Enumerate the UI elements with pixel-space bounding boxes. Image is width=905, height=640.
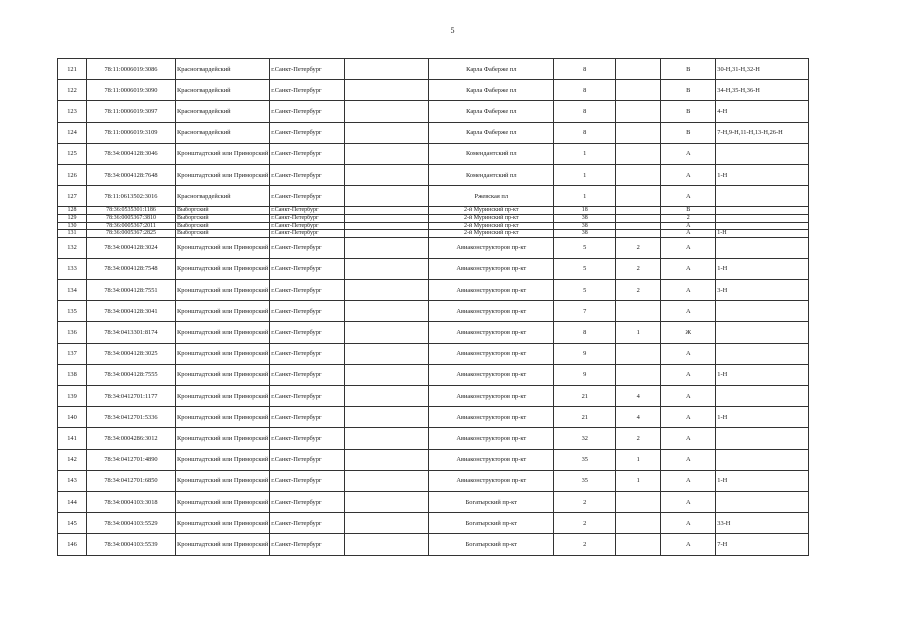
row-number-cell: 126 [58, 164, 87, 185]
empty-cell [345, 280, 429, 301]
row-number-cell: 142 [58, 449, 87, 470]
district-cell: Кронштадтский или Приморский [176, 143, 270, 164]
cadastral-number-cell: 78:11:0006019:3097 [87, 101, 176, 122]
litera-cell: А [661, 449, 716, 470]
row-number-cell: 140 [58, 407, 87, 428]
litera-cell: А [661, 343, 716, 364]
table-row [58, 230, 809, 238]
city-cell: г.Санкт-Петербург [270, 59, 345, 80]
table-row [58, 280, 809, 301]
building-number-cell: 21 [554, 386, 616, 407]
table-row [58, 122, 809, 143]
district-cell: Кронштадтский или Приморский [176, 513, 270, 534]
litera-cell: 2 [661, 214, 716, 222]
building-number-cell: 5 [554, 258, 616, 279]
city-cell: г.Санкт-Петербург [270, 101, 345, 122]
premises-cell: 7-Н [716, 534, 809, 555]
city-cell: г.Санкт-Петербург [270, 407, 345, 428]
cadastral-number-cell: 78:34:0004128:7548 [87, 258, 176, 279]
premises-cell [716, 214, 809, 222]
district-cell: Кронштадтский или Приморский [176, 386, 270, 407]
row-number-cell: 123 [58, 101, 87, 122]
premises-cell: 1-Н [716, 230, 809, 238]
cadastral-number-cell: 78:36:0535301:1186 [87, 207, 176, 215]
table-row [58, 143, 809, 164]
city-cell: г.Санкт-Петербург [270, 301, 345, 322]
korpus-cell: 1 [616, 322, 661, 343]
building-number-cell: 8 [554, 59, 616, 80]
litera-cell: А [661, 364, 716, 385]
row-number-cell: 128 [58, 207, 87, 215]
street-cell: Комендантский пл [429, 164, 554, 185]
empty-cell [345, 386, 429, 407]
street-cell: Авиаконструкторов пр-кт [429, 258, 554, 279]
table-row [58, 301, 809, 322]
empty-cell [345, 491, 429, 512]
cadastral-number-cell: 78:11:0613502:3016 [87, 186, 176, 207]
empty-cell [345, 186, 429, 207]
cadastral-number-cell: 78:11:0006019:3109 [87, 122, 176, 143]
row-number-cell: 122 [58, 80, 87, 101]
premises-cell: 1-Н [716, 470, 809, 491]
korpus-cell: 2 [616, 258, 661, 279]
property-table [57, 58, 809, 556]
premises-cell [716, 449, 809, 470]
korpus-cell [616, 164, 661, 185]
table-row [58, 207, 809, 215]
korpus-cell: 2 [616, 237, 661, 258]
row-number-cell: 133 [58, 258, 87, 279]
premises-cell [716, 301, 809, 322]
table-row [58, 428, 809, 449]
building-number-cell: 1 [554, 186, 616, 207]
building-number-cell: 2 [554, 513, 616, 534]
korpus-cell [616, 230, 661, 238]
street-cell: Авиаконструкторов пр-кт [429, 407, 554, 428]
premises-cell: 3-Н [716, 280, 809, 301]
row-number-cell: 131 [58, 230, 87, 238]
city-cell: г.Санкт-Петербург [270, 230, 345, 238]
city-cell: г.Санкт-Петербург [270, 164, 345, 185]
premises-cell: 1-Н [716, 258, 809, 279]
building-number-cell: 38 [554, 230, 616, 238]
premises-cell [716, 143, 809, 164]
street-cell: Карла Фаберже пл [429, 122, 554, 143]
district-cell: Красногвардейский [176, 80, 270, 101]
building-number-cell: 8 [554, 80, 616, 101]
street-cell: Авиаконструкторов пр-кт [429, 386, 554, 407]
empty-cell [345, 428, 429, 449]
district-cell: Выборгский [176, 207, 270, 215]
cadastral-number-cell: 78:34:0412701:5336 [87, 407, 176, 428]
litera-cell: А [661, 230, 716, 238]
empty-cell [345, 237, 429, 258]
empty-cell [345, 343, 429, 364]
litera-cell: А [661, 513, 716, 534]
cadastral-number-cell: 78:34:0004128:7648 [87, 164, 176, 185]
litera-cell: А [661, 386, 716, 407]
cadastral-number-cell: 78:34:0413301:8174 [87, 322, 176, 343]
cadastral-number-cell: 78:34:0004286:3012 [87, 428, 176, 449]
building-number-cell: 38 [554, 214, 616, 222]
cadastral-number-cell: 78:34:0004103:5529 [87, 513, 176, 534]
city-cell: г.Санкт-Петербург [270, 491, 345, 512]
row-number-cell: 136 [58, 322, 87, 343]
cadastral-number-cell: 78:36:0005367:3810 [87, 214, 176, 222]
cadastral-number-cell: 78:34:0004103:5539 [87, 534, 176, 555]
litera-cell: Ж [661, 322, 716, 343]
table-row [58, 101, 809, 122]
premises-cell [716, 343, 809, 364]
table-row [58, 364, 809, 385]
city-cell: г.Санкт-Петербург [270, 222, 345, 230]
row-number-cell: 144 [58, 491, 87, 512]
city-cell: г.Санкт-Петербург [270, 280, 345, 301]
empty-cell [345, 122, 429, 143]
street-cell: Карла Фаберже пл [429, 101, 554, 122]
empty-cell [345, 222, 429, 230]
table-row [58, 214, 809, 222]
table-row [58, 407, 809, 428]
table-row [58, 322, 809, 343]
district-cell: Выборгский [176, 214, 270, 222]
litera-cell: А [661, 428, 716, 449]
korpus-cell [616, 186, 661, 207]
cadastral-number-cell: 78:36:0005367:2011 [87, 222, 176, 230]
district-cell: Выборгский [176, 230, 270, 238]
building-number-cell: 5 [554, 280, 616, 301]
building-number-cell: 38 [554, 222, 616, 230]
city-cell: г.Санкт-Петербург [270, 470, 345, 491]
litera-cell: В [661, 59, 716, 80]
litera-cell: В [661, 80, 716, 101]
district-cell: Кронштадтский или Приморский [176, 280, 270, 301]
district-cell: Кронштадтский или Приморский [176, 470, 270, 491]
table-row [58, 186, 809, 207]
row-number-cell: 143 [58, 470, 87, 491]
row-number-cell: 127 [58, 186, 87, 207]
city-cell: г.Санкт-Петербург [270, 364, 345, 385]
row-number-cell: 130 [58, 222, 87, 230]
city-cell: г.Санкт-Петербург [270, 449, 345, 470]
empty-cell [345, 164, 429, 185]
building-number-cell: 8 [554, 101, 616, 122]
table-row [58, 237, 809, 258]
building-number-cell: 32 [554, 428, 616, 449]
premises-cell: 7-Н,9-Н,11-Н,13-Н,26-Н [716, 122, 809, 143]
city-cell: г.Санкт-Петербург [270, 207, 345, 215]
building-number-cell: 7 [554, 301, 616, 322]
empty-cell [345, 80, 429, 101]
street-cell: 2-й Муринский пр-кт [429, 214, 554, 222]
building-number-cell: 1 [554, 143, 616, 164]
street-cell: Богатырский пр-кт [429, 491, 554, 512]
street-cell: Богатырский пр-кт [429, 513, 554, 534]
empty-cell [345, 59, 429, 80]
city-cell: г.Санкт-Петербург [270, 214, 345, 222]
premises-cell [716, 428, 809, 449]
cadastral-number-cell: 78:36:0005367:2825 [87, 230, 176, 238]
page-number: 5 [450, 26, 455, 35]
korpus-cell [616, 143, 661, 164]
premises-cell: 4-Н [716, 101, 809, 122]
premises-cell [716, 186, 809, 207]
premises-cell [716, 491, 809, 512]
row-number-cell: 132 [58, 237, 87, 258]
building-number-cell: 35 [554, 449, 616, 470]
city-cell: г.Санкт-Петербург [270, 386, 345, 407]
korpus-cell: 4 [616, 386, 661, 407]
korpus-cell [616, 207, 661, 215]
street-cell: Авиаконструкторов пр-кт [429, 470, 554, 491]
litera-cell: А [661, 143, 716, 164]
empty-cell [345, 230, 429, 238]
cadastral-number-cell: 78:34:0004128:7555 [87, 364, 176, 385]
district-cell: Красногвардейский [176, 101, 270, 122]
table-row [58, 386, 809, 407]
city-cell: г.Санкт-Петербург [270, 513, 345, 534]
street-cell: Авиаконструкторов пр-кт [429, 364, 554, 385]
district-cell: Красногвардейский [176, 186, 270, 207]
district-cell: Красногвардейский [176, 59, 270, 80]
row-number-cell: 124 [58, 122, 87, 143]
district-cell: Кронштадтский или Приморский [176, 407, 270, 428]
row-number-cell: 139 [58, 386, 87, 407]
empty-cell [345, 301, 429, 322]
litera-cell: А [661, 470, 716, 491]
cadastral-number-cell: 78:34:0004128:7551 [87, 280, 176, 301]
korpus-cell [616, 534, 661, 555]
table-row [58, 59, 809, 80]
cadastral-number-cell: 78:34:0412701:4890 [87, 449, 176, 470]
empty-cell [345, 470, 429, 491]
building-number-cell: 8 [554, 122, 616, 143]
row-number-cell: 141 [58, 428, 87, 449]
korpus-cell: 2 [616, 428, 661, 449]
empty-cell [345, 534, 429, 555]
empty-cell [345, 449, 429, 470]
cadastral-number-cell: 78:34:0004128:3041 [87, 301, 176, 322]
district-cell: Кронштадтский или Приморский [176, 237, 270, 258]
empty-cell [345, 513, 429, 534]
district-cell: Кронштадтский или Приморский [176, 343, 270, 364]
korpus-cell [616, 343, 661, 364]
street-cell: Авиаконструкторов пр-кт [429, 237, 554, 258]
premises-cell [716, 237, 809, 258]
city-cell: г.Санкт-Петербург [270, 428, 345, 449]
cadastral-number-cell: 78:11:0006019:3090 [87, 80, 176, 101]
litera-cell: А [661, 280, 716, 301]
city-cell: г.Санкт-Петербург [270, 258, 345, 279]
building-number-cell: 18 [554, 207, 616, 215]
street-cell: 2-й Муринский пр-кт [429, 222, 554, 230]
korpus-cell [616, 513, 661, 534]
litera-cell: В [661, 207, 716, 215]
litera-cell: А [661, 534, 716, 555]
litera-cell: А [661, 237, 716, 258]
row-number-cell: 129 [58, 214, 87, 222]
korpus-cell [616, 80, 661, 101]
empty-cell [345, 258, 429, 279]
district-cell: Выборгский [176, 222, 270, 230]
cadastral-number-cell: 78:11:0006019:3086 [87, 59, 176, 80]
city-cell: г.Санкт-Петербург [270, 122, 345, 143]
row-number-cell: 134 [58, 280, 87, 301]
row-number-cell: 135 [58, 301, 87, 322]
premises-cell [716, 322, 809, 343]
table-row [58, 491, 809, 512]
building-number-cell: 1 [554, 164, 616, 185]
building-number-cell: 9 [554, 364, 616, 385]
city-cell: г.Санкт-Петербург [270, 322, 345, 343]
cadastral-number-cell: 78:34:0004128:3046 [87, 143, 176, 164]
row-number-cell: 137 [58, 343, 87, 364]
building-number-cell: 2 [554, 534, 616, 555]
row-number-cell: 138 [58, 364, 87, 385]
street-cell: Авиаконструкторов пр-кт [429, 343, 554, 364]
table-row [58, 164, 809, 185]
korpus-cell [616, 122, 661, 143]
korpus-cell [616, 59, 661, 80]
street-cell: Ржевская пл [429, 186, 554, 207]
district-cell: Кронштадтский или Приморский [176, 364, 270, 385]
city-cell: г.Санкт-Петербург [270, 80, 345, 101]
district-cell: Кронштадтский или Приморский [176, 164, 270, 185]
table-row [58, 258, 809, 279]
empty-cell [345, 322, 429, 343]
district-cell: Кронштадтский или Приморский [176, 428, 270, 449]
city-cell: г.Санкт-Петербург [270, 534, 345, 555]
street-cell: 2-й Муринский пр-кт [429, 207, 554, 215]
street-cell: Комендантский пл [429, 143, 554, 164]
table-row [58, 513, 809, 534]
empty-cell [345, 407, 429, 428]
table-row [58, 80, 809, 101]
litera-cell: А [661, 301, 716, 322]
premises-cell [716, 207, 809, 215]
building-number-cell: 8 [554, 322, 616, 343]
district-cell: Кронштадтский или Приморский [176, 258, 270, 279]
cadastral-number-cell: 78:34:0412701:1177 [87, 386, 176, 407]
empty-cell [345, 143, 429, 164]
city-cell: г.Санкт-Петербург [270, 143, 345, 164]
premises-cell: 34-Н,35-Н,36-Н [716, 80, 809, 101]
building-number-cell: 5 [554, 237, 616, 258]
district-cell: Кронштадтский или Приморский [176, 301, 270, 322]
premises-cell: 30-Н,31-Н,32-Н [716, 59, 809, 80]
premises-cell: 1-Н [716, 407, 809, 428]
empty-cell [345, 207, 429, 215]
litera-cell: А [661, 164, 716, 185]
cadastral-number-cell: 78:34:0004128:3025 [87, 343, 176, 364]
street-cell: Карла Фаберже пл [429, 59, 554, 80]
litera-cell: А [661, 222, 716, 230]
building-number-cell: 35 [554, 470, 616, 491]
building-number-cell: 2 [554, 491, 616, 512]
street-cell: Авиаконструкторов пр-кт [429, 449, 554, 470]
korpus-cell: 2 [616, 280, 661, 301]
cadastral-number-cell: 78:34:0412701:6850 [87, 470, 176, 491]
korpus-cell [616, 491, 661, 512]
district-cell: Красногвардейский [176, 122, 270, 143]
litera-cell: А [661, 407, 716, 428]
cadastral-number-cell: 78:34:0004103:3018 [87, 491, 176, 512]
building-number-cell: 21 [554, 407, 616, 428]
empty-cell [345, 101, 429, 122]
litera-cell: А [661, 186, 716, 207]
premises-cell: 33-Н [716, 513, 809, 534]
premises-cell [716, 222, 809, 230]
litera-cell: В [661, 101, 716, 122]
row-number-cell: 121 [58, 59, 87, 80]
city-cell: г.Санкт-Петербург [270, 237, 345, 258]
district-cell: Кронштадтский или Приморский [176, 322, 270, 343]
korpus-cell: 1 [616, 449, 661, 470]
korpus-cell: 1 [616, 470, 661, 491]
table-row [58, 343, 809, 364]
street-cell: 2-й Муринский пр-кт [429, 230, 554, 238]
korpus-cell [616, 101, 661, 122]
street-cell: Авиаконструкторов пр-кт [429, 280, 554, 301]
premises-cell: 1-Н [716, 364, 809, 385]
district-cell: Кронштадтский или Приморский [176, 449, 270, 470]
litera-cell: В [661, 122, 716, 143]
street-cell: Авиаконструкторов пр-кт [429, 322, 554, 343]
street-cell: Авиаконструкторов пр-кт [429, 428, 554, 449]
litera-cell: А [661, 258, 716, 279]
table-row [58, 470, 809, 491]
street-cell: Карла Фаберже пл [429, 80, 554, 101]
korpus-cell [616, 364, 661, 385]
korpus-cell [616, 301, 661, 322]
district-cell: Кронштадтский или Приморский [176, 491, 270, 512]
city-cell: г.Санкт-Петербург [270, 343, 345, 364]
korpus-cell [616, 214, 661, 222]
korpus-cell [616, 222, 661, 230]
street-cell: Авиаконструкторов пр-кт [429, 301, 554, 322]
litera-cell: А [661, 491, 716, 512]
table-row [58, 222, 809, 230]
city-cell: г.Санкт-Петербург [270, 186, 345, 207]
premises-cell [716, 386, 809, 407]
row-number-cell: 146 [58, 534, 87, 555]
empty-cell [345, 214, 429, 222]
empty-cell [345, 364, 429, 385]
row-number-cell: 145 [58, 513, 87, 534]
table-row [58, 449, 809, 470]
building-number-cell: 9 [554, 343, 616, 364]
korpus-cell: 4 [616, 407, 661, 428]
row-number-cell: 125 [58, 143, 87, 164]
cadastral-number-cell: 78:34:0004128:3024 [87, 237, 176, 258]
premises-cell: 1-Н [716, 164, 809, 185]
street-cell: Богатырский пр-кт [429, 534, 554, 555]
district-cell: Кронштадтский или Приморский [176, 534, 270, 555]
table-row [58, 534, 809, 555]
